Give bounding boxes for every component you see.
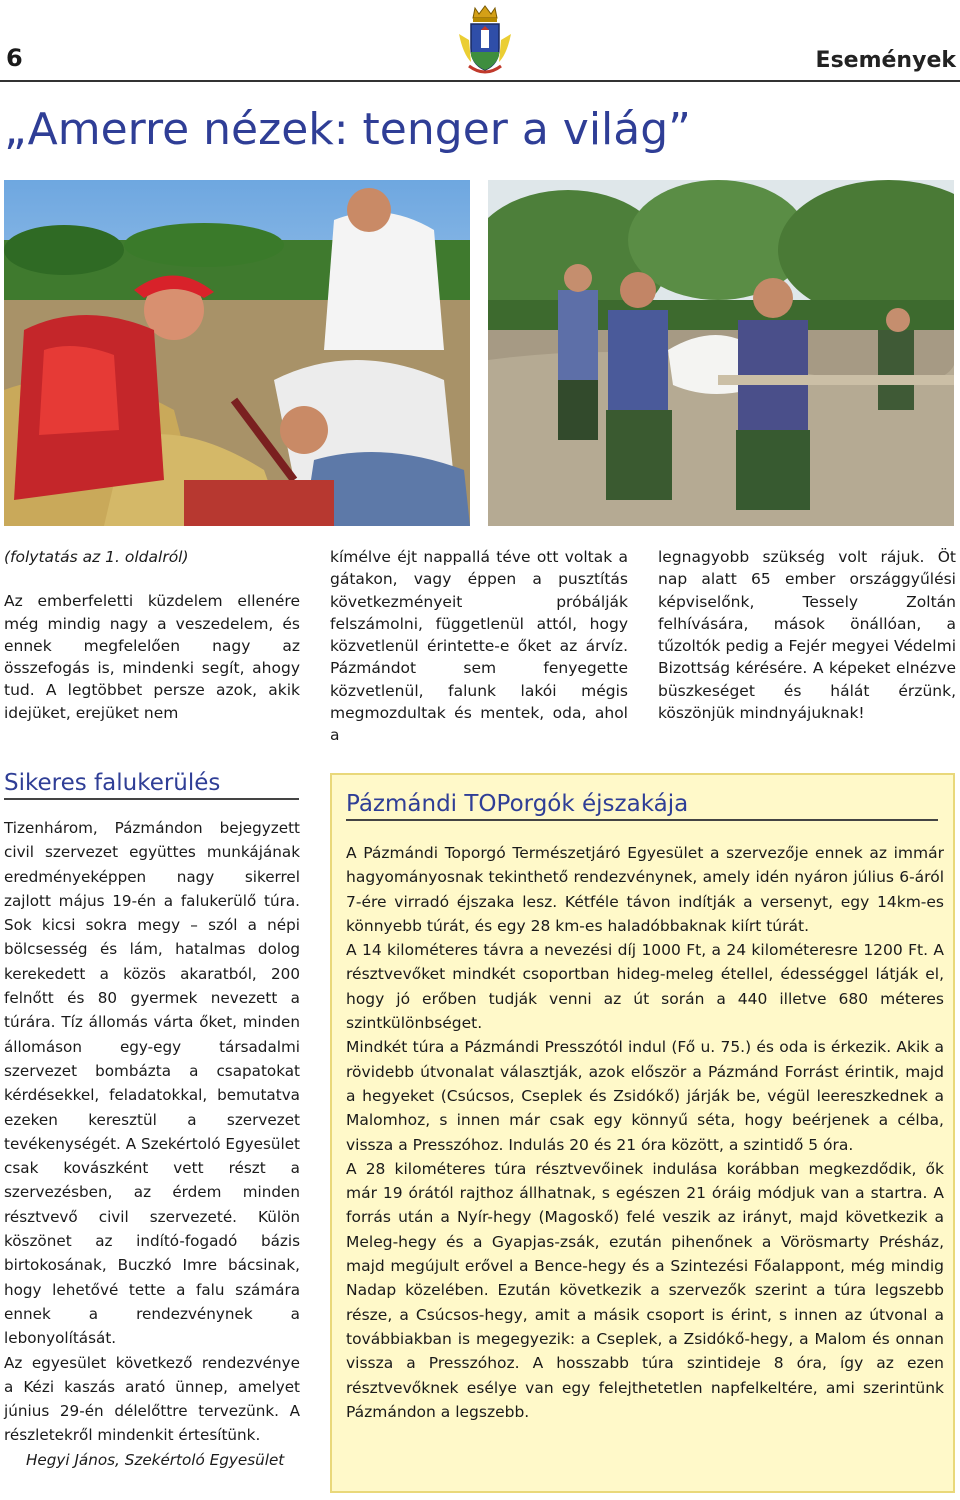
flood-sandbag-volunteers-photo	[4, 180, 470, 526]
article-text-2: kímélve éjt nappallá téve ott voltak a gátakon, vagy éppen a pusztítás következményeit próbálják felszámolni, függetlenül attól, hogy közvetlenül érintette-e őket az árvíz. Pázmándot sem fenyegette közvetlenül, falunk lakói mégis megmozdultak és mentek, oda, ahol a	[330, 548, 628, 745]
header-divider	[0, 80, 960, 82]
sikeres-title: Sikeres falukerülés	[4, 770, 221, 796]
headline: „Amerre nézek: tenger a világ”	[4, 104, 691, 155]
sikeres-body	[4, 816, 300, 1472]
sikeres-paragraph-2: Az egyesület következő rendezvénye a Kézi kaszás arató ünnep, amelyet június 29-én délelőttre tervezünk. A részletekről mindenkit értesítünk.	[4, 1353, 300, 1445]
article-column-3	[658, 546, 956, 724]
toporgo-body	[346, 841, 944, 1424]
sikeres-title-underline	[4, 798, 299, 800]
continuation-note: (folytatás az 1. oldalról)	[4, 548, 189, 566]
sikeres-signature: Hegyi János, Szekértoló Egyesület	[26, 1450, 285, 1469]
article-text-3: legnagyobb szükség volt rájuk. Öt nap alatt 65 ember országgyűlési képviselőnk, Tessely Zoltán felhívására, mások önállóan, a tűzoltók pedig a Fejér megyei Védelmi Bizottság kérésére. A képeket elnézve büszkeséget és hálát érzünk, köszönjük mindnyájuknak!	[658, 548, 956, 723]
article-text-1: Az emberfeletti küzdelem ellenére még mindig nagy a veszedelem, és ennek megfelelően nagy az összefogás is, mindenki segít, ahogy tud. A legtöbbet persze azok, akik idejüket, erejüket nem	[4, 592, 300, 722]
section-title: Események	[815, 48, 956, 73]
page-number: 6	[6, 44, 23, 72]
article-column-2	[330, 546, 628, 747]
sikeres-paragraph-1: Tizenhárom, Pázmándon bejegyzett civil szervezet együttes munkájának eredményeképpen nagy sikerrel zajlott május 19-én a falukerülő túra. Sok kicsi sokra megy – szól a népi bölcsesség és lám, hatalmas dolog kerekedett a közös akaratból, 200 felnőtt és 80 gyermek nevezett a túrára. Tíz állomás várta őket, minden állomáson egy-egy társadalmi szervezet bombázta a csapatokat kérdésekkel, feladatokkal, bemutatva ezeken keresztül a szervezet tevékenységét. A Szekértoló Egyesület csak kovászként vett részt a szervezésben, az érdem minden résztvevő civil szervezeté. Külön köszönet az indító-fogadó bázis birtokosának, Buczkó Imre bácsinak, hogy lehetővé tette a falu számára ennek a rendezvénynek a lebonyolítását.	[4, 819, 300, 1348]
toporgo-title: Pázmándi TOPorgók éjszakája	[346, 791, 689, 817]
toporgo-title-underline	[346, 819, 938, 821]
coat-of-arms-icon	[455, 4, 515, 76]
toporgo-paragraph-3: Mindkét túra a Pázmándi Presszótól indul (Fő u. 75.) és oda is érkezik. Akik a rövidebb útvonalat választják, azok először a Pázmánd Forrást érintik, majd a hegyeket (Csúcsos, Cseplek és Zsidókő) járják be, végül leereszkednek a Malomhoz, s innen már csak egy könnyű séta, hogy beérjenek a célba, vissza a Presszóhoz. Indulás 20 és 21 óra között, a szintidő 5 óra.	[346, 1038, 944, 1154]
toporgo-paragraph-4: A 28 kilométeres túra résztvevőinek indulása korábban megkezdődik, ők már 19 órától rajthoz állhatnak, s egészen 21 óráig módjuk van a startra. A forrás után a Nyír-hegy (Magoskő) felé veszik az irányt, majd következik a Meleg-hegy és a Gyapjas-zsák, ezután pihenőnek a Vörösmarty Présház, majd megújult erővel a Bence-hegy és a Szintezési Főalappont, még mindig Nadap közelében. Ezután következik a szervezők szerint a túra legszebb része, a Csúcsos-hegy, amit a másik csoport is érint, s innen az útvonal a továbbiakban is megegyezik: a Cseplek, a Zsidókő-hegy, a Malom és onnan vissza a Presszóhoz. A hosszabb túra szintideje 8 óra, így az ezen résztvevőknek esélye van egy felejthetetlen napfelkeltére, ami szerintünk Pázmándon a legszebb.	[346, 1159, 944, 1421]
article-column-1	[4, 546, 300, 724]
toporgo-paragraph-1: A Pázmándi Toporgó Természetjáró Egyesület a szervezője ennek az immár hagyományosnak tekinthető rendezvénynek, amely idén nyáron július 6-áról 7-ére virradó éjszaka lesz. Kétféle távon indítják a versenyt, egy 14km-es könnyebb túrát, és egy 28 km-es haladóbbaknak kiírt túrát.	[346, 844, 944, 935]
toporgo-box	[330, 773, 955, 1493]
toporgo-paragraph-2: A 14 kilométeres távra a nevezési díj 1000 Ft, a 24 kilométeresre 1200 Ft. A résztvevőket mindkét csoportban hideg-meleg étellel, édességgel látják el, hogy jó erőben tudják venni az út során a 440 illetve 680 méteres szintkülönbséget.	[346, 941, 944, 1033]
men-carrying-sandbags-in-water-photo	[488, 180, 954, 526]
